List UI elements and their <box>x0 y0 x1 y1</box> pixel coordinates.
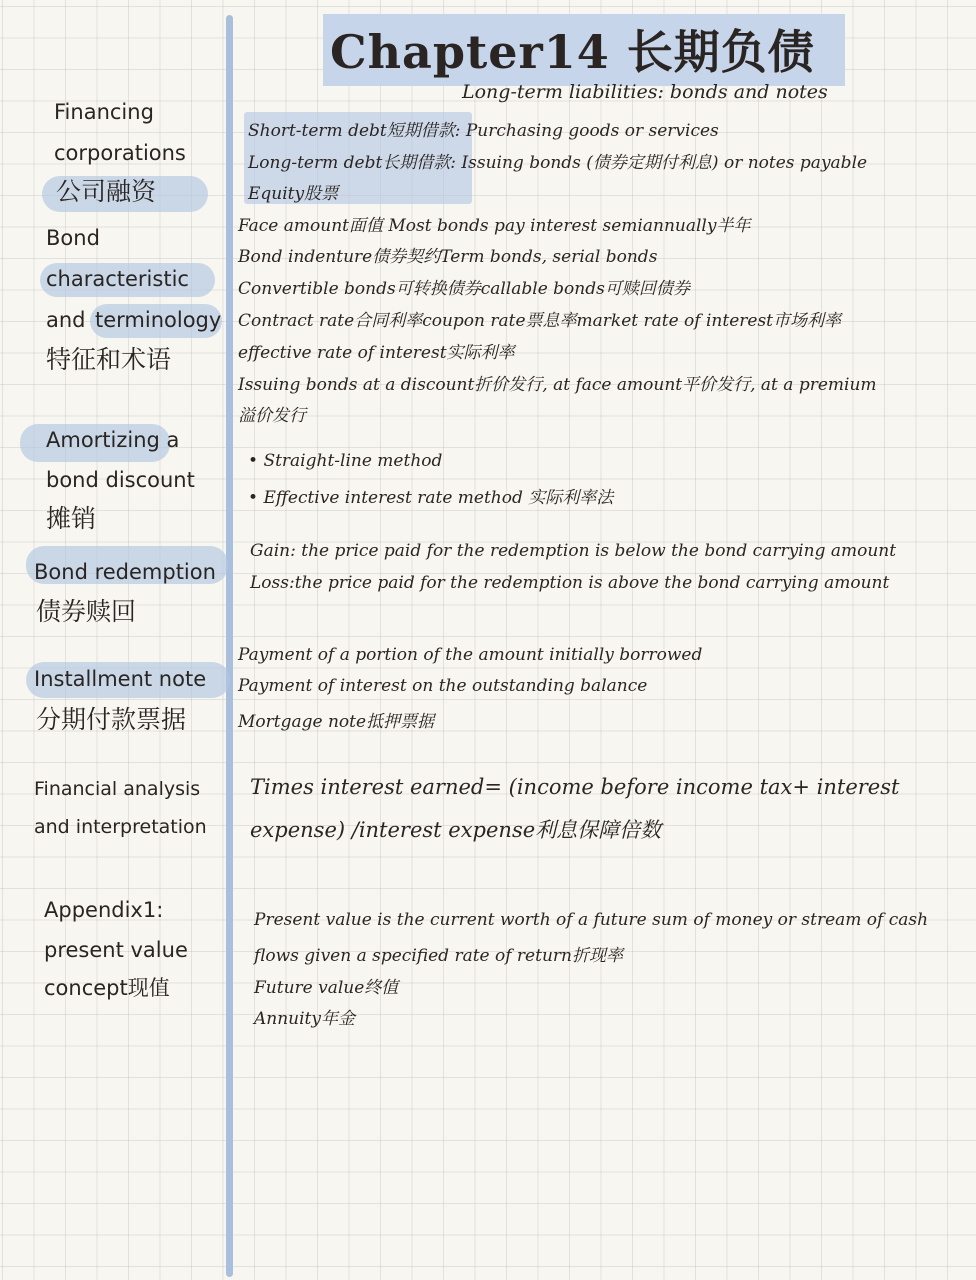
heading-amortizing-line1: Amortizing a <box>46 428 180 452</box>
heading-financing-line1: Financing <box>54 100 154 124</box>
amortizing-bullet-2: • Effective interest rate method 实际利率法 <box>248 488 614 508</box>
amortizing-bullet-2-text: Effective interest rate method 实际利率法 <box>263 488 614 508</box>
heading-financing-line2: corporations <box>54 141 186 165</box>
page-subtitle: Long-term liabilities: bonds and notes <box>462 81 828 103</box>
financing-line-2: Long-term debt长期借款: Issuing bonds (债券定期付利息) or notes payable <box>248 153 868 173</box>
heading-bond-line2: characteristic <box>46 267 189 291</box>
heading-financing-cn: 公司融资 <box>56 177 157 206</box>
bond-line-7: 溢价发行 <box>238 406 306 426</box>
financing-line-3: Equity股票 <box>248 184 339 204</box>
financing-line-1: Short-term debt短期借款: Purchasing goods or services <box>248 121 719 141</box>
bond-line-2: Bond indenture债券契约Term bonds, serial bonds <box>238 247 658 267</box>
appendix-line-4: Annuity年金 <box>254 1009 355 1029</box>
heading-bond-line3b: terminology <box>95 308 222 332</box>
installment-line-2: Payment of interest on the outstanding balance <box>238 676 648 696</box>
margin-line <box>226 15 233 1277</box>
installment-line-1: Payment of a portion of the amount initially borrowed <box>238 645 703 665</box>
redemption-line-2: Loss:the price paid for the redemption is above the bond carrying amount <box>250 573 890 593</box>
heading-redemption-cn: 债券赎回 <box>36 597 137 626</box>
appendix-line-2: flows given a specified rate of return折现率 <box>254 946 623 966</box>
bond-line-6: Issuing bonds at a discount折价发行, at face amount平价发行, at a premium <box>238 375 877 395</box>
heading-bond-line3a: and <box>46 308 86 332</box>
analysis-line-1: Times interest earned= (income before income tax+ interest <box>250 775 900 799</box>
heading-appendix-line2: present value <box>44 938 188 962</box>
bond-line-4: Contract rate合同利率coupon rate票息率market rate of interest市场利率 <box>238 311 842 331</box>
amortizing-bullet-1-text: Straight-line method <box>263 451 443 471</box>
page-title: Chapter14 长期负债 <box>330 25 815 79</box>
heading-amortizing-line2: bond discount <box>46 468 195 492</box>
heading-appendix-line1: Appendix1: <box>44 898 164 922</box>
bond-line-1: Face amount面值 Most bonds pay interest semiannually半年 <box>238 216 751 236</box>
heading-appendix-line3: concept现值 <box>44 976 170 1000</box>
amortizing-bullet-1: • Straight-line method <box>248 451 443 471</box>
heading-installment-cn: 分期付款票据 <box>36 705 187 734</box>
appendix-line-3: Future value终值 <box>254 978 399 998</box>
analysis-line-2: expense) /interest expense利息保障倍数 <box>250 818 662 842</box>
heading-installment: Installment note <box>34 667 207 691</box>
appendix-line-1: Present value is the current worth of a future sum of money or stream of cash <box>254 910 929 930</box>
installment-line-3: Mortgage note抵押票据 <box>238 712 435 732</box>
heading-redemption: Bond redemption <box>34 560 216 584</box>
heading-bond-cn: 特征和术语 <box>46 345 172 374</box>
bond-line-5: effective rate of interest实际利率 <box>238 343 515 363</box>
redemption-line-1: Gain: the price paid for the redemption is below the bond carrying amount <box>250 541 897 561</box>
heading-analysis-line1: Financial analysis <box>34 778 201 800</box>
heading-analysis-line2: and interpretation <box>34 816 207 838</box>
bond-line-3: Convertible bonds可转换债券callable bonds可赎回债券 <box>238 279 690 299</box>
heading-amortizing-cn: 摊销 <box>46 504 97 533</box>
heading-bond-line1: Bond <box>46 226 100 250</box>
